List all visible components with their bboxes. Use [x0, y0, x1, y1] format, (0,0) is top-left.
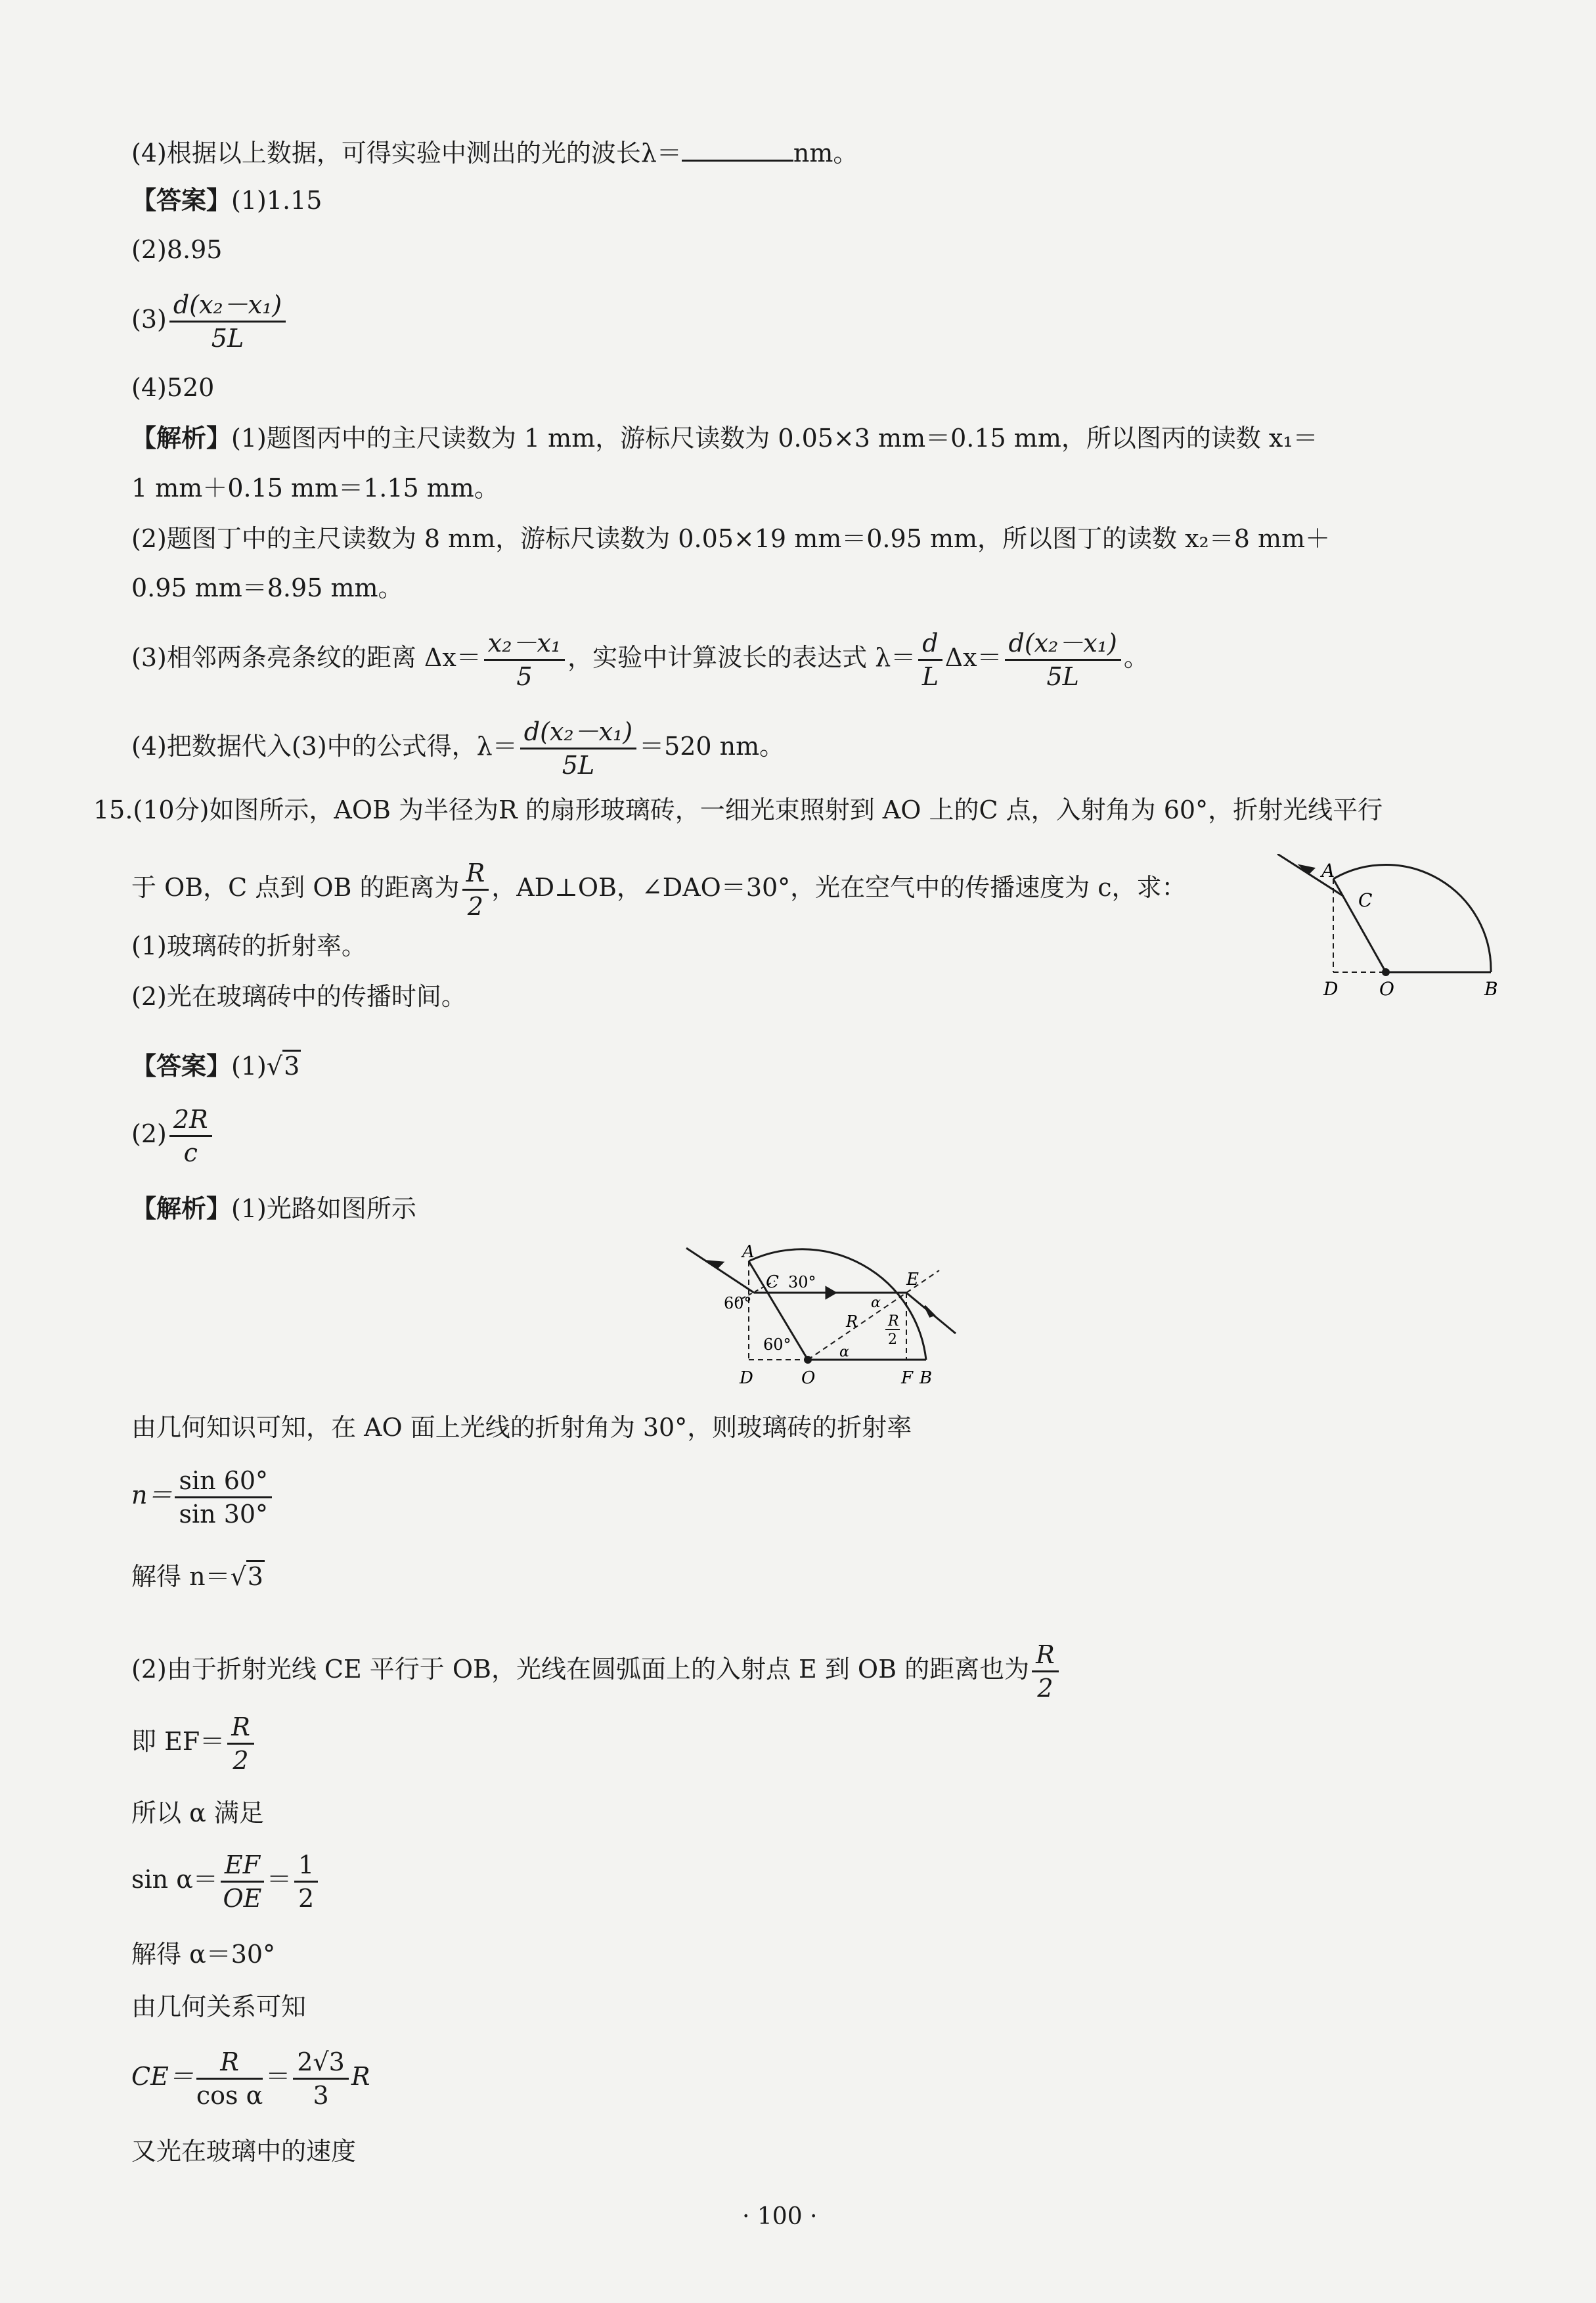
q15-question-1: (1)玻璃砖的折射率。	[131, 931, 366, 960]
fraction: $\frac{\text{d(x₂－x₁)}}{5L}$	[169, 289, 286, 354]
q15-n-formula: n＝ $\frac{\sin 60^\circ}{\sin 30^\circ}$	[131, 1465, 275, 1530]
q14-answer-2: (2)8.95	[131, 235, 223, 264]
q15-geo-line: 由几何知识可知，在 AO 面上光线的折射角为 30°，则玻璃砖的折射率	[131, 1413, 912, 1442]
fraction: $\frac{EF}{OE}$	[221, 1849, 264, 1914]
fraction: $\frac{R}{2}$	[1032, 1639, 1059, 1704]
q15-speed-line: 又光在玻璃中的速度	[131, 2137, 357, 2166]
q15-ef: 即 EF＝ $\frac{R}{2}$	[131, 1711, 257, 1776]
fraction: $\frac{R}{\text{cos α}}$	[196, 2047, 263, 2110]
answer-label: 【答案】	[131, 1051, 232, 1081]
half-R-den: 2	[888, 1331, 897, 1348]
fraction: $\frac{R}{2}$	[462, 857, 489, 922]
q14-analysis-3: (3)相邻两条亮条纹的距离 Δx＝ $\frac{\text{x₂－x₁}}{5}$ ，实验中计算波长的表达式 λ＝ $\frac{d}{L}$ Δx＝ $\frac{\text{d(x₂－x₁)}}{5L}$ 。	[131, 629, 1149, 691]
label-A: A	[742, 1242, 755, 1262]
analysis-label: 【解析】	[131, 1194, 232, 1223]
q15-answer-2: (2) $\frac{2R}{c}$	[131, 1104, 215, 1169]
fraction: $\frac{1}{2}$	[294, 1849, 318, 1914]
label-R: R	[846, 1312, 858, 1331]
q14-analysis-2b: 0.95 mm＝8.95 mm。	[131, 573, 403, 602]
q14-analysis-1b: 1 mm＋0.15 mm＝1.15 mm。	[131, 474, 499, 503]
fraction: $\frac{d}{L}$	[918, 627, 942, 692]
q15-n-result: 解得 n＝√3	[131, 1560, 265, 1593]
label-A: A	[1321, 860, 1335, 882]
q14-answer-4: (4)520	[131, 373, 215, 402]
arrow-head-3	[925, 1306, 934, 1316]
label-E: E	[906, 1270, 919, 1289]
q15-alpha-result: 解得 α＝30°	[131, 1940, 276, 1969]
q15-stem-line1: 15.(10分)如图所示，AOB 为半径为R 的扇形玻璃砖，一细光束照射到 AO 上的C 点，入射角为 60°，折射光线平行	[93, 795, 1383, 824]
q15-analysis-intro: 【解析】(1)光路如图所示	[131, 1194, 416, 1223]
label-D: D	[1323, 978, 1339, 1000]
analysis-label: 【解析】	[131, 423, 232, 453]
angle-60-top: 60°	[724, 1294, 752, 1312]
figure-light-path	[676, 1235, 965, 1393]
q15-geo-relation: 由几何关系可知	[131, 1992, 307, 2021]
answer-blank	[682, 137, 793, 162]
label-C: C	[1358, 889, 1373, 911]
angle-60-bottom: 60°	[763, 1335, 791, 1354]
label-alpha-bottom: α	[839, 1344, 849, 1360]
fraction: $\frac{\sin 60^\circ}{\sin 30^\circ}$	[175, 1465, 272, 1530]
q14-analysis-2a: (2)题图丁中的主尺读数为 8 mm，游标尺读数为 0.05×19 mm＝0.95 mm，所以图丁的读数 x₂＝8 mm＋	[131, 524, 1331, 553]
q15-ce: CE＝ $\frac{R}{\text{cos α}}$ ＝ $\frac{2√3}{3}$ R	[131, 2047, 370, 2110]
fraction: $\frac{\text{d(x₂－x₁)}}{5L}$	[520, 716, 636, 781]
point-O	[804, 1356, 812, 1364]
label-alpha-top: α	[871, 1295, 881, 1311]
label-O: O	[1379, 978, 1394, 1000]
arrow-head-2	[826, 1287, 835, 1298]
arc-AB	[1333, 865, 1491, 972]
q14-part4-prompt: (4)根据以上数据，可得实验中测出的光的波长λ＝ nm。	[131, 139, 858, 168]
q14-analysis-4: (4)把数据代入(3)中的公式得，λ＝ $\frac{\text{d(x₂－x₁)}}{5L}$ ＝520 nm。	[131, 717, 785, 780]
q15-question-2: (2)光在玻璃砖中的传播时间。	[131, 982, 466, 1011]
fraction: $\frac{\text{d(x₂－x₁)}}{5L}$	[1005, 627, 1121, 692]
angle-30: 30°	[788, 1273, 816, 1291]
q14-answer-3: (3) $\frac{\text{d(x₂－x₁)}}{5L}$	[131, 289, 288, 354]
q15-answer-1: 【答案】(1)√3	[131, 1051, 300, 1081]
q14-analysis-1a: 【解析】(1)题图丙中的主尺读数为 1 mm，游标尺读数为 0.05×3 mm＝0.15 mm，所以图丙的读数 x₁＝	[131, 423, 1318, 453]
label-D: D	[740, 1368, 753, 1388]
label-B: B	[1484, 978, 1498, 1000]
label-B: B	[920, 1368, 933, 1388]
fraction: $\frac{2√3}{3}$	[293, 2046, 349, 2111]
q15-alpha-intro: 所以 α 满足	[131, 1799, 264, 1827]
label-F: F	[901, 1368, 914, 1388]
figure-sector-problem	[1261, 854, 1504, 1005]
label-O: O	[801, 1368, 816, 1388]
q15-stem-line2: 于 OB，C 点到 OB 的距离为 $\frac{R}{2}$ ，AD⊥OB，∠DAO＝30°，光在空气中的传播速度为 c，求：	[131, 859, 1187, 921]
page-number: · 100 ·	[742, 2203, 818, 2230]
label-C: C	[766, 1272, 779, 1292]
fraction: $\frac{2R}{c}$	[169, 1104, 212, 1169]
q15-part2-text: (2)由于折射光线 CE 平行于 OB，光线在圆弧面上的入射点 E 到 OB 的距离也为 $\frac{R}{2}$	[131, 1639, 1061, 1704]
fraction: $\frac{R}{2}$	[227, 1711, 254, 1776]
answer-label: 【答案】	[131, 185, 232, 215]
q14-answer-line: 【答案】(1)1.15	[131, 185, 322, 215]
point-O	[1382, 968, 1390, 976]
q15-sin-alpha: sin α＝ $\frac{EF}{OE}$ ＝ $\frac{1}{2}$	[131, 1849, 321, 1914]
half-R-num: R	[888, 1313, 899, 1330]
fraction: $\frac{\text{x₂－x₁}}{5}$	[484, 627, 565, 692]
